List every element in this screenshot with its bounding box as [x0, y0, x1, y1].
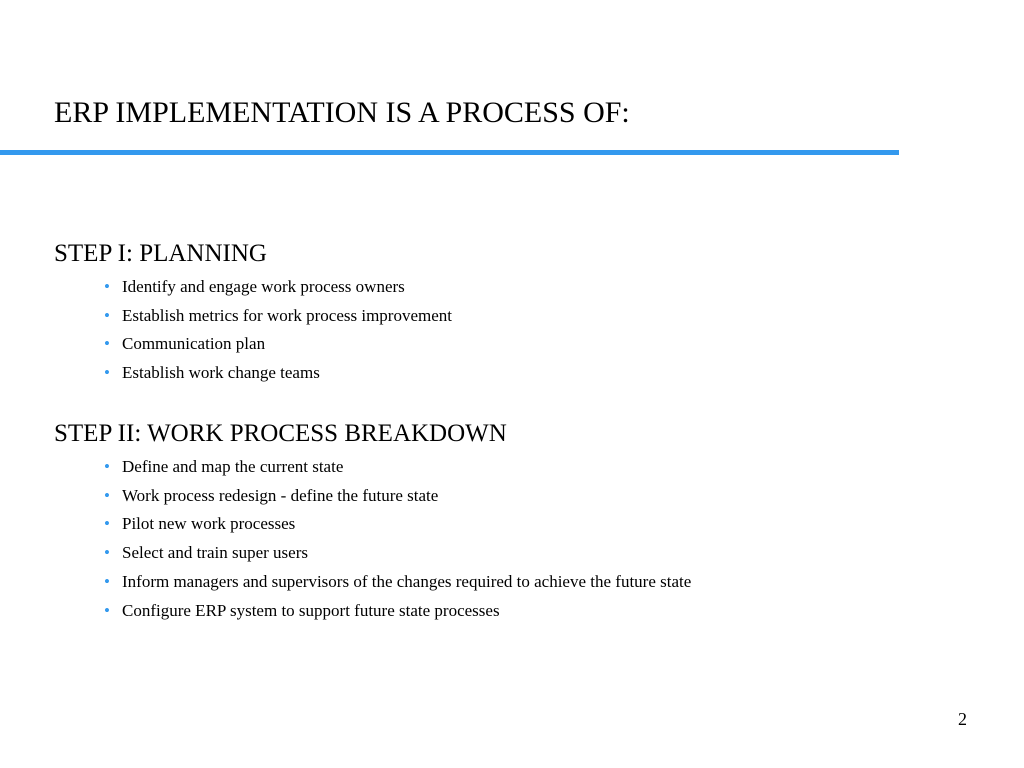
bullet-list	[54, 273, 452, 388]
list-item	[104, 330, 452, 359]
list-item	[104, 539, 691, 568]
page-number: 2	[958, 709, 967, 729]
list-item-text: Inform managers and supervisors of the changes required to achieve the future state	[122, 571, 692, 591]
section-heading: STEP I: PLANNING	[54, 240, 267, 267]
bullet-icon: •	[104, 600, 110, 620]
bullet-icon: •	[104, 457, 110, 476]
bullet-icon: •	[104, 571, 110, 591]
list-item-text: Configure ERP system to support future state processes	[122, 600, 500, 620]
bullet-icon: •	[104, 363, 110, 383]
list-item-text: Establish work change teams	[122, 363, 320, 383]
list-item	[104, 359, 452, 388]
bullet-icon: •	[104, 305, 110, 325]
section-planning	[54, 237, 452, 388]
list-item-text: Define and map the current state	[122, 457, 344, 476]
bullet-icon: •	[104, 514, 110, 534]
list-item	[104, 510, 691, 539]
bullet-icon: •	[104, 334, 110, 354]
list-item-text: Establish metrics for work process improvement	[122, 305, 453, 325]
list-item-text: Work process redesign - define the future state	[122, 485, 439, 505]
list-item	[104, 273, 452, 302]
bullet-icon: •	[104, 543, 110, 563]
title-underline	[0, 150, 899, 155]
list-item	[104, 302, 452, 331]
bullet-icon: •	[104, 485, 110, 505]
section-heading: STEP II: WORK PROCESS BREAKDOWN	[54, 420, 507, 447]
list-item-text: Identify and engage work process owners	[122, 277, 405, 296]
list-item-text: Pilot new work processes	[122, 514, 296, 534]
list-item-text: Communication plan	[122, 334, 266, 354]
list-item	[104, 597, 691, 626]
list-item	[104, 568, 691, 597]
list-item	[104, 482, 691, 511]
list-item-text: Select and train super users	[122, 543, 308, 563]
bullet-list	[54, 453, 691, 625]
list-item	[104, 453, 691, 482]
bullet-icon: •	[104, 277, 110, 296]
slide-title: ERP IMPLEMENTATION IS A PROCESS OF:	[54, 96, 630, 129]
section-work-process-breakdown	[54, 417, 691, 625]
